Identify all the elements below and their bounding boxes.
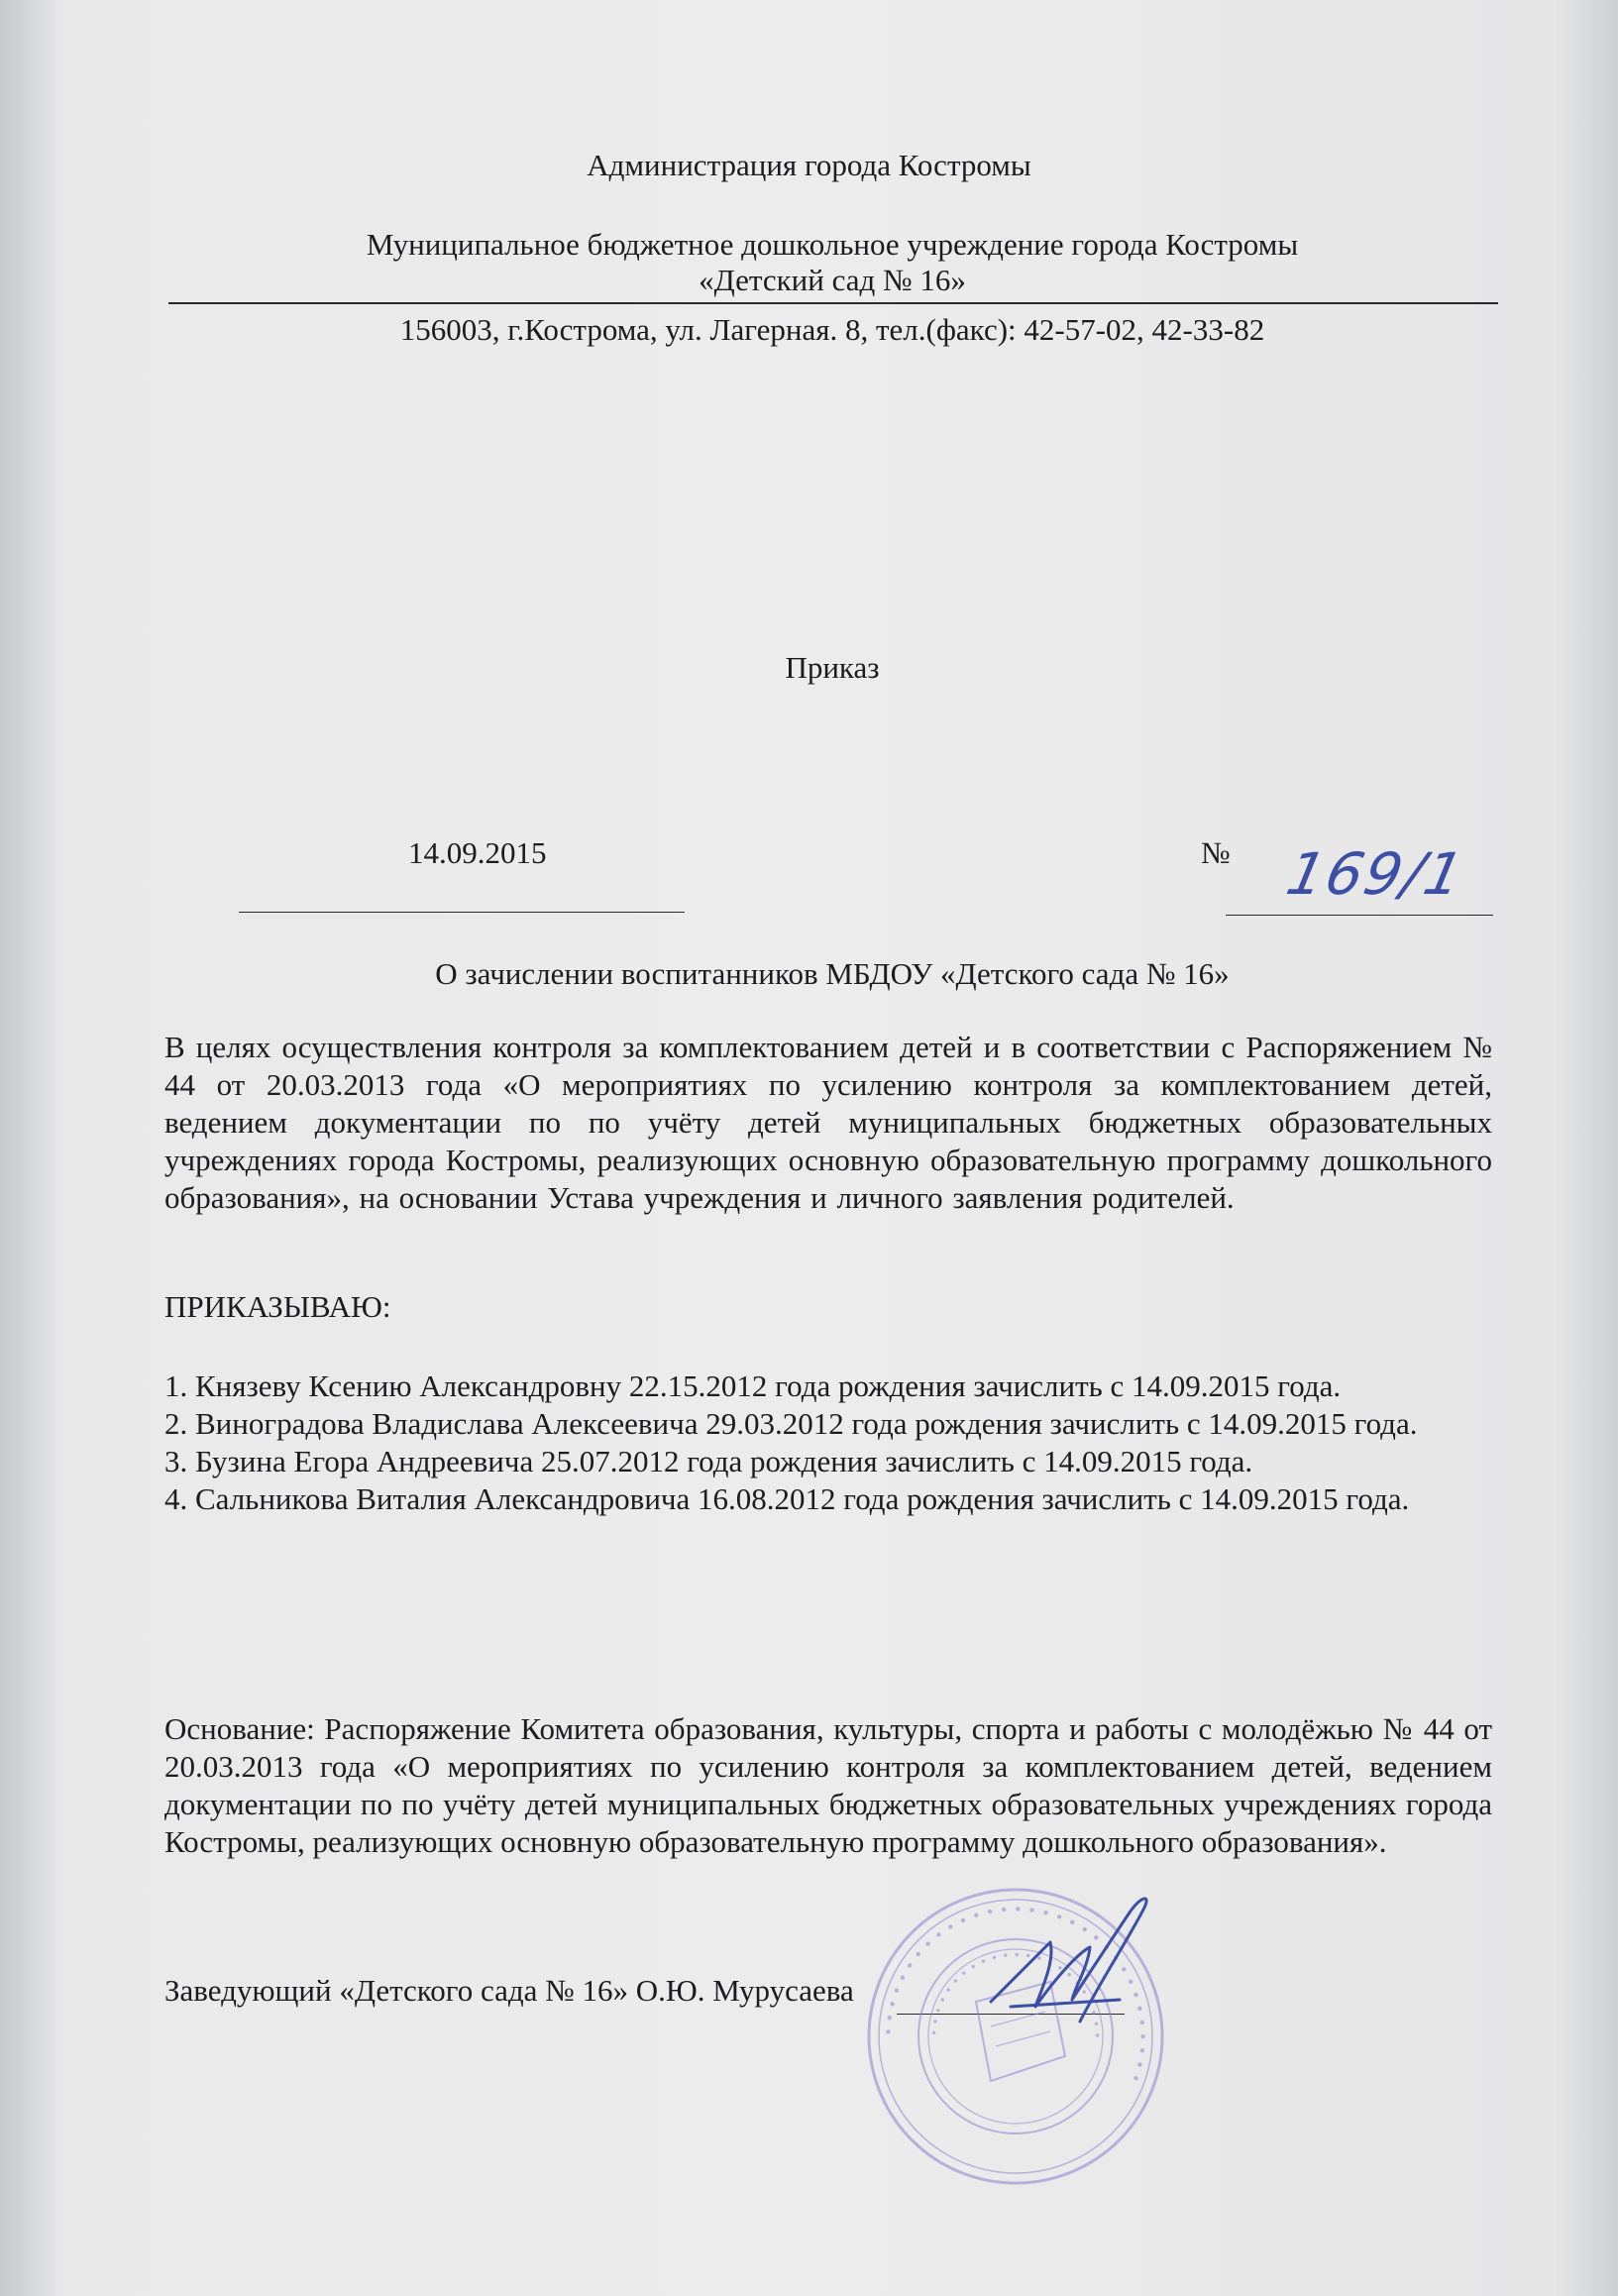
administration-title: Администрация города Костромы [587, 148, 1031, 182]
signature-line: Заведующий «Детского сада № 16» О.Ю. Мурусаева [164, 1973, 854, 2008]
svg-text:• • • • • • • • • • • • • • •: • • • • • • • • • • • • • • • • • • • • • • • [926, 1947, 1105, 2039]
institution-address: 156003, г.Кострома, ул. Лагерная. 8, тел.(факс): 42-57-02, 42-33-82 [399, 312, 1265, 347]
list-item: 4. Сальникова Виталия Александровича 16.08.2012 года рождения зачислить с 14.09.2015 года. [164, 1481, 1410, 1516]
order-subject: О зачислении воспитанников МБДОУ «Детского сада № 16» [435, 956, 1230, 991]
order-title: Приказ [785, 650, 880, 685]
institution-name-line2: «Детский сад № 16» [699, 263, 966, 297]
list-item: 3. Бузина Егора Андреевича 25.07.2012 года рождения зачислить с 14.09.2015 года. [164, 1444, 1253, 1478]
order-preamble: В целях осуществления контроля за комплектованием детей и в соответствии с Распоряжением № 44 от 20.03.2013 года «О мероприятиях по усилению контроля за комплектованием детей, ведением документации по по учёту детей муниципальных бюджетных образовательных учреждениях города Костромы, реализующих основную образовательную программу дошкольного образования», на основании Устава учреждения и личного заявления родителей. [164, 1030, 1492, 1215]
handwritten-signature [981, 1883, 1159, 2031]
order-basis: Основание: Распоряжение Комитета образования, культуры, спорта и работы с молодёжью № 44 от 20.03.2013 года «О мероприятиях по усилению контроля за комплектованием детей, ведением документации по по учёту детей муниципальных бюджетных образовательных учреждениях города Костромы, реализующих основную образовательную программу дошкольного образования». [164, 1711, 1492, 1859]
institution-name-line1: Муниципальное бюджетное дошкольное учреждение города Костромы [366, 227, 1299, 262]
number-underline [1226, 915, 1493, 916]
enrollment-list [164, 1367, 1492, 1518]
svg-text:• • • • • • • • • • • • • • •: • • • • • • • • • • • • • • • • • • • • • • • • • • • • • • • • [879, 1900, 1152, 2086]
list-item: 1. Князеву Ксению Александровну 22.15.2012 года рождения зачислить с 14.09.2015 года. [164, 1368, 1342, 1403]
date-underline [239, 912, 685, 913]
order-directive-word: ПРИКАЗЫВАЮ: [164, 1289, 391, 1324]
list-item: 2. Виноградова Владислава Алексеевича 29.03.2012 года рождения зачислить с 14.09.2015 года. [164, 1406, 1418, 1441]
order-date: 14.09.2015 [408, 835, 547, 870]
order-number-handwritten: 169/1 [1280, 840, 1471, 908]
header-divider [168, 302, 1498, 304]
order-number-sign: № [1201, 835, 1231, 870]
